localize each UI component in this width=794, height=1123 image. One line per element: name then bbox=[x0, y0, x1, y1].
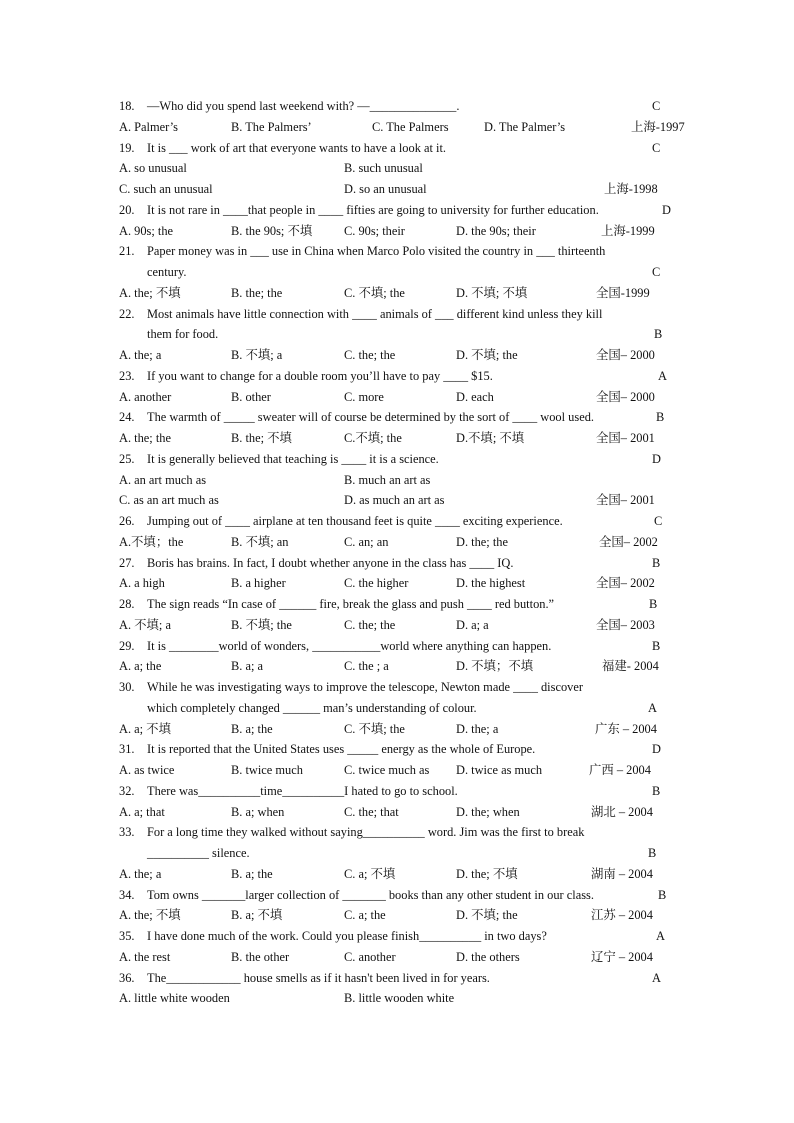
option-a: A. a high bbox=[119, 576, 165, 591]
question-35-options bbox=[119, 947, 695, 968]
option-d: D. 不填；不填 bbox=[456, 659, 534, 674]
question-number: 21. bbox=[119, 244, 135, 259]
option-b: B. 不填; a bbox=[231, 348, 283, 362]
option-c: C. 90s; their bbox=[344, 223, 405, 238]
question-29-options bbox=[119, 656, 695, 677]
option-c: C. an; an bbox=[344, 534, 389, 549]
question-number: 36. bbox=[119, 970, 135, 985]
question-32-options bbox=[119, 802, 695, 823]
question-text: Most animals have little connection with ____ animals of ___ different kind unless they kill bbox=[147, 306, 603, 321]
question-number: 20. bbox=[119, 202, 135, 217]
option-c: C. the; that bbox=[344, 804, 399, 819]
option-a: A. an art much as bbox=[119, 472, 207, 487]
answer-key: C bbox=[652, 140, 661, 155]
question-26-stem bbox=[119, 511, 695, 532]
question-number: 35. bbox=[119, 929, 135, 943]
option-c: C. the; the bbox=[344, 617, 396, 632]
question-19-stem bbox=[119, 138, 695, 159]
option-a: A. the rest bbox=[119, 949, 171, 964]
option-c: C. a; the bbox=[344, 908, 386, 923]
question-30-stem bbox=[119, 677, 695, 698]
question-33-options bbox=[119, 864, 695, 885]
question-23-stem bbox=[119, 366, 695, 387]
option-d: D. the; the bbox=[456, 534, 508, 549]
option-c: C. another bbox=[344, 949, 396, 964]
question-25-options-ab bbox=[119, 470, 695, 491]
question-28-stem bbox=[119, 594, 695, 615]
question-34-options bbox=[119, 905, 695, 926]
question-text: It is reported that the United States uses _____ energy as the whole of Europe. bbox=[147, 742, 536, 757]
answer-key: D bbox=[652, 451, 661, 466]
answer-key: B bbox=[656, 410, 665, 425]
question-text: Tom owns _______larger collection of _______ books than any other student in our class. bbox=[147, 887, 594, 902]
option-b: B. a; the bbox=[231, 721, 273, 736]
option-d: D. the; a bbox=[456, 721, 499, 736]
option-d: D. the; when bbox=[456, 804, 520, 819]
answer-key: C bbox=[652, 265, 661, 279]
option-b: B. other bbox=[231, 389, 271, 404]
question-31-options bbox=[119, 760, 695, 781]
option-c: C. as an art much as bbox=[119, 493, 219, 508]
question-25-stem bbox=[119, 449, 695, 470]
answer-key: C bbox=[654, 514, 663, 528]
question-number: 24. bbox=[119, 410, 135, 425]
answer-key: B bbox=[652, 783, 661, 798]
question-text-cont: them for food. bbox=[147, 327, 219, 342]
option-d: D. The Palmer’s bbox=[484, 119, 566, 134]
option-a: A. a; that bbox=[119, 804, 165, 819]
option-a: A. the; a bbox=[119, 348, 162, 362]
option-d: D. so an unusual bbox=[344, 182, 427, 196]
question-21-stem-cont bbox=[119, 262, 695, 283]
option-a: A. the; a bbox=[119, 866, 162, 881]
option-b: B. little wooden white bbox=[344, 991, 455, 1006]
option-b: B. the; 不填 bbox=[231, 431, 292, 445]
option-b: B. 不填; the bbox=[231, 617, 292, 632]
option-b: B. the; the bbox=[231, 285, 283, 300]
option-a: A. the; the bbox=[119, 431, 171, 445]
exam-source: 上海-1997 bbox=[631, 119, 685, 134]
question-27-stem bbox=[119, 553, 695, 574]
option-d: D. the; 不填 bbox=[456, 866, 518, 881]
question-36-stem bbox=[119, 968, 695, 989]
question-number: 31. bbox=[119, 742, 135, 757]
option-a: A. so unusual bbox=[119, 161, 187, 176]
option-d: D. as much an art as bbox=[344, 493, 445, 508]
option-c: C. the ; a bbox=[344, 659, 389, 674]
exam-source: 全国-1999 bbox=[596, 285, 650, 300]
exam-source: 湖北 – 2004 bbox=[591, 804, 653, 819]
exam-source: 全国– 2001 bbox=[596, 493, 655, 508]
option-a: A. as twice bbox=[119, 763, 175, 777]
question-number: 19. bbox=[119, 140, 135, 155]
exam-source: 全国– 2001 bbox=[596, 431, 655, 445]
exam-source: 上海-1999 bbox=[601, 223, 655, 238]
question-19-options-ab bbox=[119, 158, 695, 179]
question-number: 32. bbox=[119, 783, 135, 798]
question-number: 33. bbox=[119, 825, 135, 840]
question-text: It is ___ work of art that everyone wants to have a look at it. bbox=[147, 140, 447, 155]
option-a: A.不填；the bbox=[119, 534, 184, 549]
question-number: 27. bbox=[119, 555, 135, 570]
option-a: A. a; the bbox=[119, 659, 162, 674]
option-c: C. the higher bbox=[344, 576, 409, 591]
question-number: 25. bbox=[119, 451, 135, 466]
question-33-stem bbox=[119, 822, 695, 843]
answer-key: A bbox=[652, 970, 661, 985]
exam-source: 福建- 2004 bbox=[602, 659, 659, 674]
question-text: The____________ house smells as if it hasn't been lived in for years. bbox=[147, 970, 490, 985]
question-text: It is not rare in ____that people in ____ fifties are going to university for further education. bbox=[147, 202, 599, 217]
option-c: C. the; the bbox=[344, 348, 396, 362]
question-31-stem bbox=[119, 739, 695, 760]
answer-key: B bbox=[649, 597, 658, 611]
question-35-stem bbox=[119, 926, 695, 947]
exam-source: 广西 – 2004 bbox=[589, 763, 651, 777]
exam-source: 上海-1998 bbox=[604, 182, 658, 196]
option-b: B. a; when bbox=[231, 804, 285, 819]
question-text: If you want to change for a double room you’ll have to pay ____ $15. bbox=[147, 368, 493, 383]
option-b: B. a; 不填 bbox=[231, 908, 283, 923]
option-d: D. a; a bbox=[456, 617, 489, 632]
option-b: B. such unusual bbox=[344, 161, 423, 176]
exam-source: 广东 – 2004 bbox=[595, 721, 657, 736]
answer-key: B bbox=[654, 327, 663, 342]
question-34-stem bbox=[119, 885, 695, 906]
question-29-stem bbox=[119, 636, 695, 657]
answer-key: A bbox=[648, 700, 657, 715]
option-c: C. twice much as bbox=[344, 763, 430, 777]
question-36-options bbox=[119, 988, 695, 1009]
question-20-stem bbox=[119, 200, 695, 221]
option-d: D. 不填; 不填 bbox=[456, 285, 528, 300]
question-text-cont: which completely changed ______ man’s understanding of colour. bbox=[147, 700, 477, 715]
option-a: A. 不填; a bbox=[119, 617, 171, 632]
option-c: C.不填; the bbox=[344, 431, 402, 445]
exam-source: 全国– 2002 bbox=[596, 576, 655, 591]
option-a: A. 90s; the bbox=[119, 223, 174, 238]
option-d: D.不填; 不填 bbox=[456, 431, 525, 445]
option-d: D. twice as much bbox=[456, 763, 543, 777]
question-text-cont: century. bbox=[147, 265, 187, 279]
answer-key: C bbox=[652, 99, 661, 113]
question-number: 28. bbox=[119, 597, 135, 611]
question-25-options-cd bbox=[119, 490, 695, 511]
question-text: For a long time they walked without saying__________ word. Jim was the first to break bbox=[147, 825, 585, 840]
question-32-stem bbox=[119, 781, 695, 802]
option-d: D. the highest bbox=[456, 576, 526, 591]
exam-source: 江苏 – 2004 bbox=[591, 908, 653, 923]
question-text: It is ________world of wonders, ___________world where anything can happen. bbox=[147, 638, 552, 653]
option-d: D. 不填; the bbox=[456, 908, 518, 923]
question-21-stem bbox=[119, 241, 695, 262]
question-text: While he was investigating ways to improve the telescope, Newton made ____ discover bbox=[147, 680, 583, 694]
answer-key: D bbox=[652, 742, 661, 757]
answer-key: B bbox=[648, 846, 657, 860]
option-b: B. the other bbox=[231, 949, 290, 964]
option-d: D. 不填; the bbox=[456, 348, 518, 362]
question-text: —Who did you spend last weekend with? —______________. bbox=[147, 99, 460, 113]
question-18-options bbox=[119, 117, 695, 138]
option-c: C. a; 不填 bbox=[344, 866, 396, 881]
option-b: B. The Palmers’ bbox=[231, 119, 312, 134]
question-text-cont: __________ silence. bbox=[147, 846, 250, 860]
option-a: A. Palmer’s bbox=[119, 119, 178, 134]
question-text: The sign reads “In case of ______ fire, break the glass and push ____ red button.” bbox=[147, 597, 555, 611]
question-24-options bbox=[119, 428, 695, 449]
question-30-stem-cont bbox=[119, 698, 695, 719]
question-text: Boris has brains. In fact, I doubt whether anyone in the class has ____ IQ. bbox=[147, 555, 514, 570]
question-24-stem bbox=[119, 407, 695, 428]
option-c: C. such an unusual bbox=[119, 182, 213, 196]
option-b: B. a higher bbox=[231, 576, 286, 591]
question-text: Jumping out of ____ airplane at ten thousand feet is quite ____ exciting experience. bbox=[147, 514, 563, 528]
exam-source: 全国– 2000 bbox=[596, 389, 655, 404]
option-c: C. The Palmers bbox=[372, 119, 449, 134]
option-b: B. a; the bbox=[231, 866, 273, 881]
option-d: D. the 90s; their bbox=[456, 223, 536, 238]
question-number: 30. bbox=[119, 680, 135, 694]
question-30-options bbox=[119, 719, 695, 740]
question-text: It is generally believed that teaching is ____ it is a science. bbox=[147, 451, 439, 466]
option-a: A. the; 不填 bbox=[119, 285, 181, 300]
question-text: The warmth of _____ sweater will of course be determined by the sort of ____ wool used. bbox=[147, 410, 594, 425]
answer-key: A bbox=[656, 929, 665, 943]
question-20-options bbox=[119, 221, 695, 242]
question-22-stem-cont bbox=[119, 324, 695, 345]
option-b: B. twice much bbox=[231, 763, 303, 777]
question-number: 18. bbox=[119, 99, 135, 113]
option-a: A. a; 不填 bbox=[119, 721, 171, 736]
exam-source: 全国– 2000 bbox=[596, 348, 655, 362]
exam-source: 湖南 – 2004 bbox=[591, 866, 653, 881]
question-27-options bbox=[119, 573, 695, 594]
question-33-stem-cont bbox=[119, 843, 695, 864]
answer-key: B bbox=[652, 638, 661, 653]
option-b: B. 不填; an bbox=[231, 534, 289, 549]
question-22-stem bbox=[119, 304, 695, 325]
exam-source: 辽宁 – 2004 bbox=[591, 949, 653, 964]
option-d: D. each bbox=[456, 389, 494, 404]
question-text: Paper money was in ___ use in China when Marco Polo visited the country in ___ thirteenth bbox=[147, 244, 606, 259]
question-number: 23. bbox=[119, 368, 135, 383]
option-a: A. little white wooden bbox=[119, 991, 230, 1006]
answer-key: B bbox=[652, 555, 661, 570]
question-28-options bbox=[119, 615, 695, 636]
option-c: C. more bbox=[344, 389, 384, 404]
answer-key: B bbox=[658, 887, 667, 902]
question-text: I have done much of the work. Could you please finish__________ in two days? bbox=[147, 929, 547, 943]
question-text: There was__________time__________I hated to go to school. bbox=[147, 783, 458, 798]
option-b: B. the 90s; 不填 bbox=[231, 223, 313, 238]
question-number: 22. bbox=[119, 306, 135, 321]
answer-key: A bbox=[658, 368, 667, 383]
question-number: 29. bbox=[119, 638, 135, 653]
answer-key: D bbox=[662, 202, 671, 217]
option-d: D. the others bbox=[456, 949, 520, 964]
option-a: A. another bbox=[119, 389, 172, 404]
question-number: 26. bbox=[119, 514, 135, 528]
question-21-options bbox=[119, 283, 695, 304]
option-c: C. 不填; the bbox=[344, 721, 405, 736]
question-number: 34. bbox=[119, 887, 135, 902]
exam-source: 全国– 2003 bbox=[596, 617, 655, 632]
option-b: B. much an art as bbox=[344, 472, 431, 487]
option-a: A. the; 不填 bbox=[119, 908, 181, 923]
exam-source: 全国– 2002 bbox=[599, 534, 658, 549]
option-c: C. 不填; the bbox=[344, 285, 405, 300]
question-22-options bbox=[119, 345, 695, 366]
option-b: B. a; a bbox=[231, 659, 263, 674]
exercise-page bbox=[119, 96, 695, 1009]
question-23-options bbox=[119, 387, 695, 408]
question-19-options-cd bbox=[119, 179, 695, 200]
question-26-options bbox=[119, 532, 695, 553]
question-18-stem bbox=[119, 96, 695, 117]
